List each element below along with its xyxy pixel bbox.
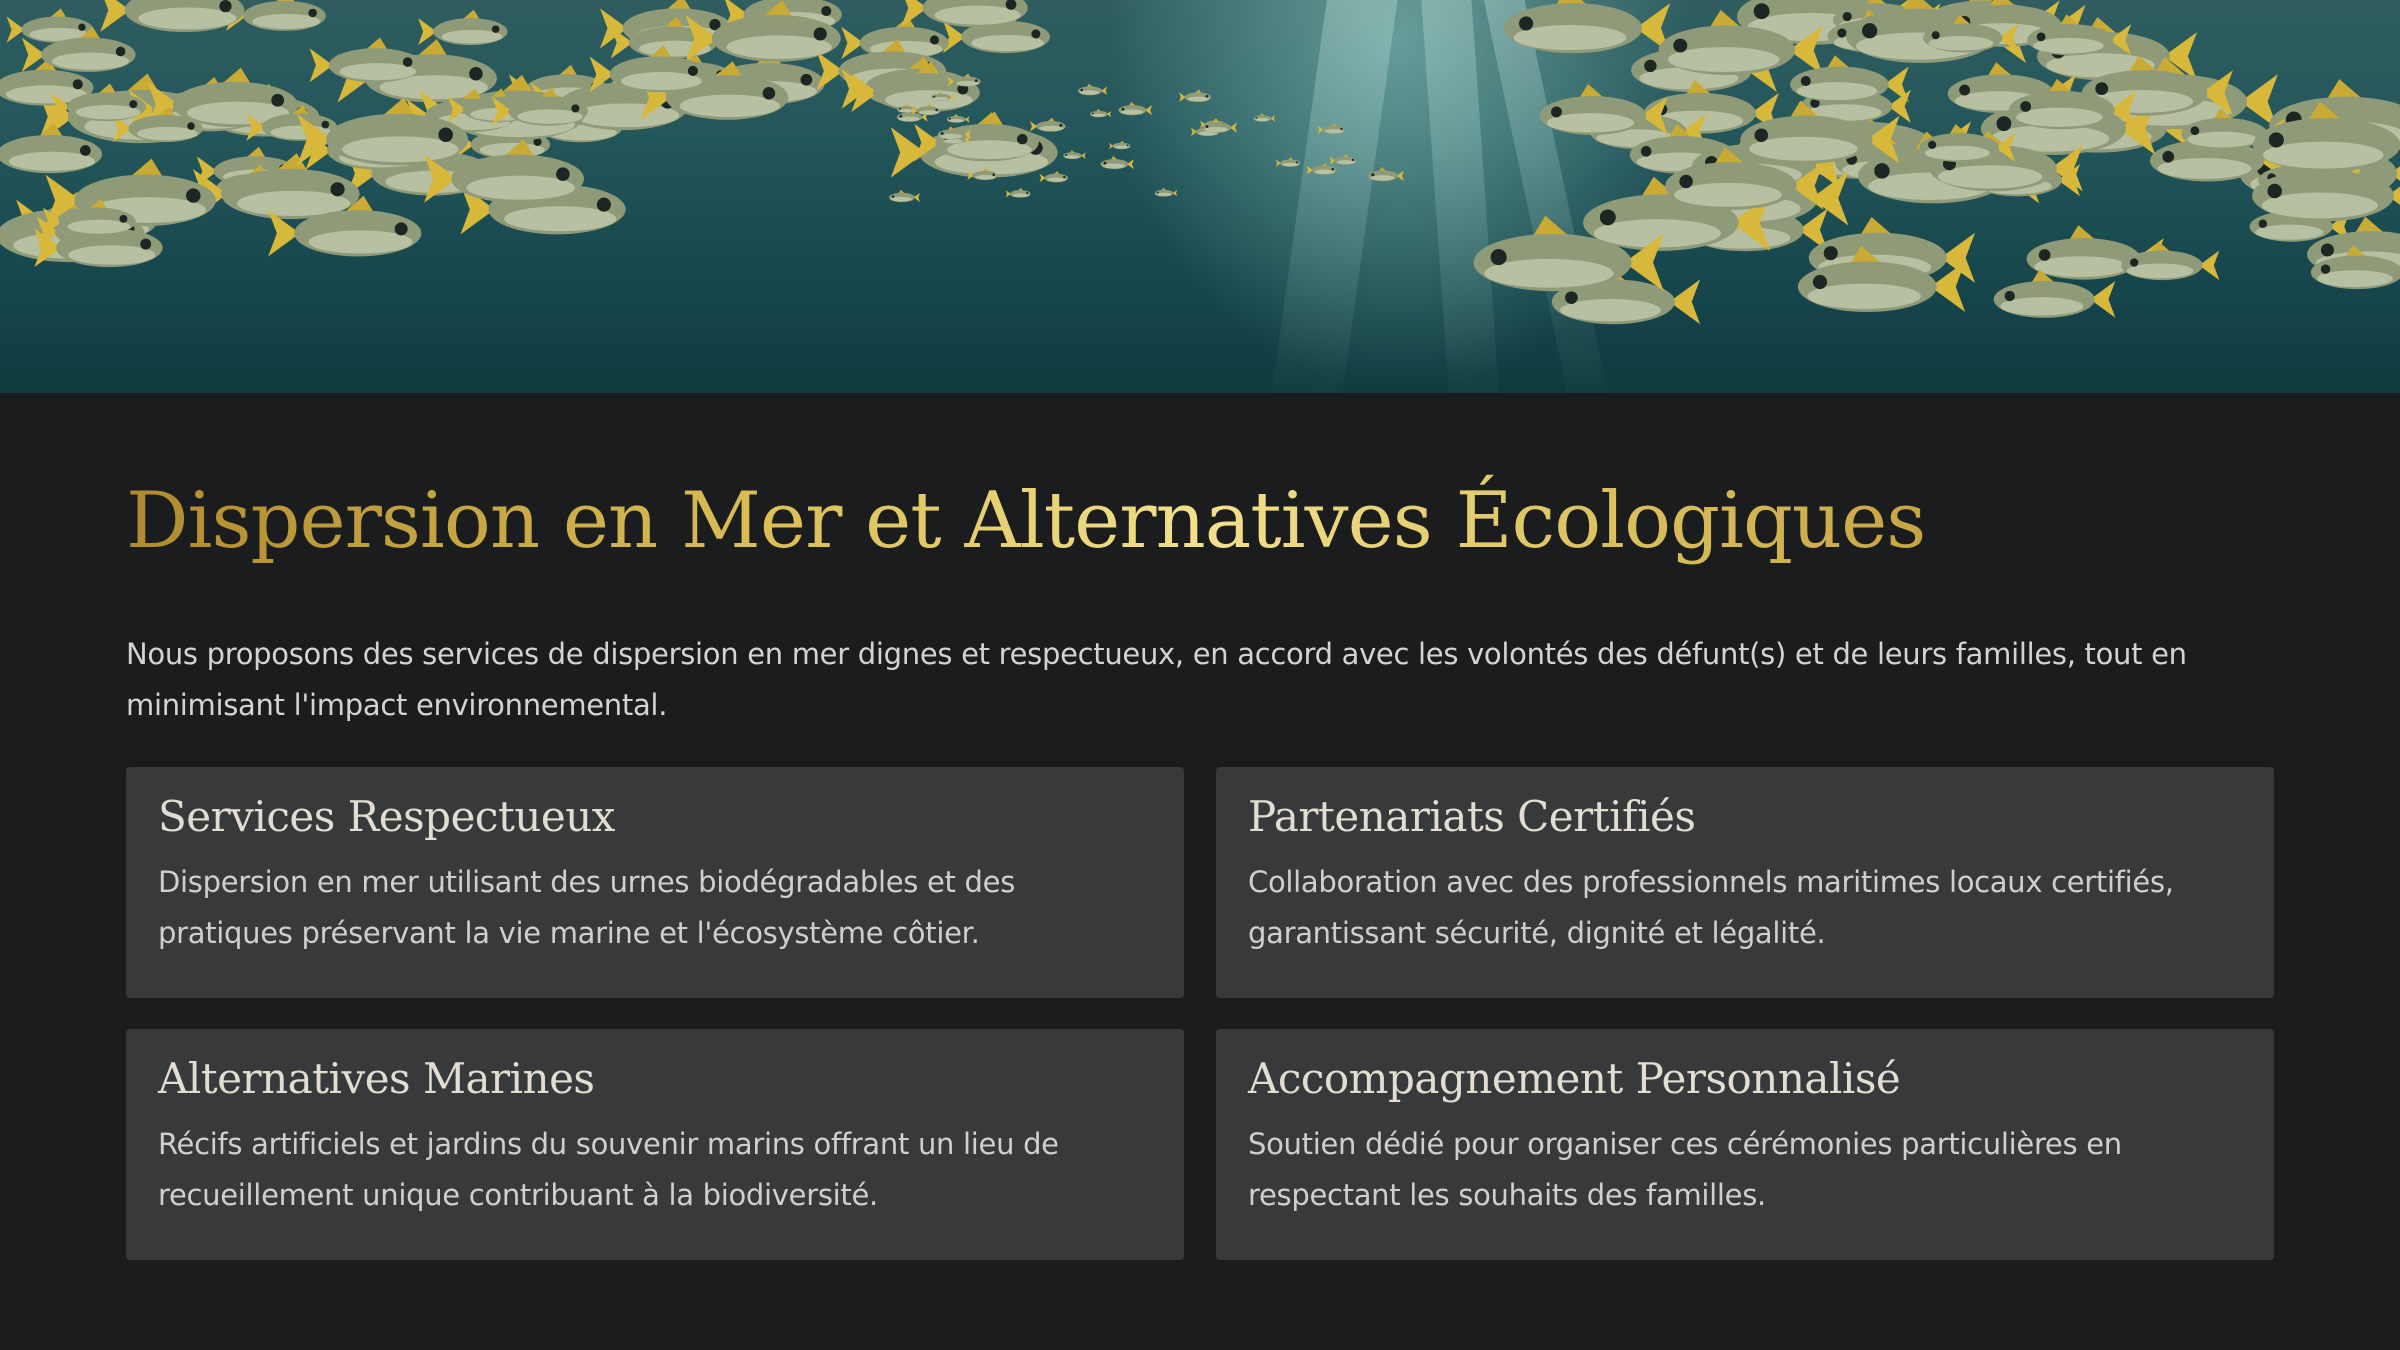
- fish-shape: [1330, 154, 1357, 165]
- fish-shape: [1063, 150, 1086, 159]
- fish-shape: [1179, 89, 1211, 102]
- fish-shape: [1155, 188, 1178, 197]
- hero-fish-image: [0, 0, 2400, 393]
- fish-shape: [2121, 241, 2219, 280]
- card-partenariats-certifies: [1216, 767, 2274, 998]
- fish-shape: [1318, 123, 1345, 134]
- fish-shape: [1030, 118, 1066, 132]
- fish-shape: [1253, 113, 1275, 122]
- page-title: Dispersion en Mer et Alternatives Écologiques: [126, 471, 1925, 571]
- fish-shape: [1101, 156, 1134, 169]
- card-services-respectueux: [126, 767, 1184, 998]
- fish-shape: [1078, 84, 1107, 96]
- fish-shape: [1040, 171, 1069, 182]
- card-title: Alternatives Marines: [158, 1054, 595, 1103]
- fish-shape: [100, 0, 244, 32]
- fish-school-illustration: [0, 0, 2400, 393]
- fish-shape: [947, 114, 970, 123]
- fish-shape: [1504, 0, 1670, 53]
- fish-shape: [1109, 141, 1130, 150]
- card-title: Partenariats Certifiés: [1248, 792, 1696, 841]
- card-text: Collaboration avec des professionnels maritimes locaux certifiés, garantissant sécurité, dignité et légalité.: [1248, 865, 2174, 950]
- fish-shape: [1306, 163, 1336, 175]
- card-title: Accompagnement Personnalisé: [1248, 1054, 1901, 1103]
- fish-shape: [310, 38, 423, 83]
- card-accompagnement-personnalise: [1216, 1029, 2274, 1260]
- card-text: Dispersion en mer utilisant des urnes biodégradables et des pratiques préservant la vie marine et l'écosystème côtier.: [158, 865, 1016, 950]
- fish-shape: [1006, 188, 1031, 198]
- card-text: Soutien dédié pour organiser ces cérémonies particulières en respectant les souhaits des familles.: [1248, 1127, 2122, 1212]
- fish-shape: [418, 10, 507, 45]
- fish-shape: [1090, 109, 1111, 117]
- card-text: Récifs artificiels et jardins du souvenir marins offrant un lieu de recueillement unique contribuant à la biodiversité.: [158, 1127, 1059, 1212]
- card-title: Services Respectueux: [158, 792, 615, 841]
- fish-shape: [1118, 102, 1152, 115]
- card-alternatives-marines: [126, 1029, 1184, 1260]
- intro-paragraph: Nous proposons des services de dispersion en mer dignes et respectueux, en accord avec les volontés des défunt(s) et de leurs familles, tout en minimisant l'impact environnemental.: [126, 637, 2187, 722]
- fish-shape: [1368, 167, 1404, 181]
- fish-shape: [889, 190, 920, 202]
- fish-shape: [1276, 157, 1300, 167]
